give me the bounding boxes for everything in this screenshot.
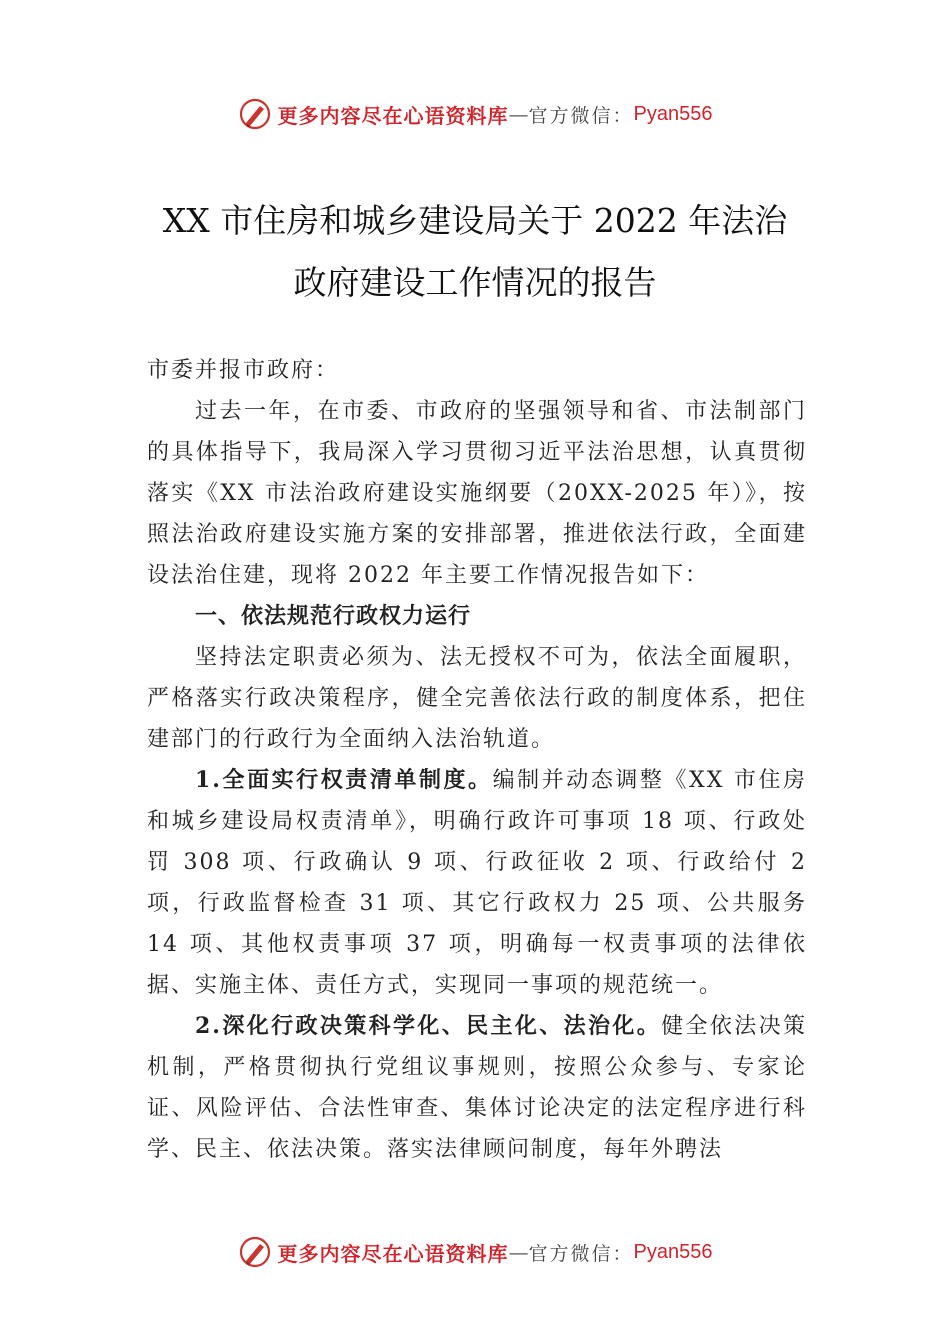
section-1-heading: 一、依法规范行政权力运行 <box>195 604 472 629</box>
banner-main-text: 更多内容尽在心语资料库 <box>277 103 509 128</box>
title-line-2: 政府建设工作情况的报告 <box>293 263 657 302</box>
section-1-paragraph: 坚持法定职责必须为、法无授权不可为，依法全面履职，严格落实行政决策程序，健全完善依法行政的制度体系，把住建部门的行政行为全面纳入法治轨道。 <box>147 645 807 752</box>
item-1-paragraph <box>147 760 807 1006</box>
item-2-paragraph <box>147 1006 807 1170</box>
item-1-heading: 1.全面实行权责清单制度。 <box>195 767 493 793</box>
footer-main-text: 更多内容尽在心语资料库 <box>277 1241 509 1266</box>
banner-dash: — <box>508 102 529 126</box>
pen-logo-icon <box>238 97 272 131</box>
item-2-text: 健全依法决策机制，严格贯彻执行党组议事规则，按照公众参与、专家论证、风险评估、合法性审查、集体讨论决定的法定程序进行科学、民主、依法决策。落实法律顾问制度，每年外聘法 <box>147 1014 807 1162</box>
item-2-heading: 2.深化行政决策科学化、民主化、法治化。 <box>195 1013 662 1039</box>
header-banner <box>0 94 950 134</box>
document-body <box>147 350 807 1170</box>
footer-banner <box>0 1232 950 1272</box>
item-1-text: 编制并动态调整《XX 市住房和城乡建设局权责清单》，明确行政许可事项 18 项、行政处罚 308 项、行政确认 9 项、行政征收 2 项、行政给付 2 项，行政监督检查 31 项、其它行政权力 25 项、公共服务 14 项、其他权责事项 37 项，明确每一权责事项的法律依据、实施主体、责任方式，实现同一事项的规范统一。 <box>147 768 808 998</box>
salutation: 市委并报市政府： <box>147 358 340 383</box>
pen-logo-icon <box>238 1235 272 1269</box>
footer-wechat-label: 官方微信： <box>528 1242 634 1265</box>
title-line-1: XX 市住房和城乡建设局关于 2022 年法治 <box>162 201 788 240</box>
footer-dash: — <box>508 1240 529 1264</box>
banner-wechat-id: Pyan556 <box>633 102 713 125</box>
intro-paragraph: 过去一年，在市委、市政府的坚强领导和省、市法制部门的具体指导下，我局深入学习贯彻习近平法治思想，认真贯彻落实《XX 市法治政府建设实施纲要（20XX-2025 年）》，按照法治政府建设实施方案的安排部署，推进依法行政，全面建设法治住建，现将 2022 年主要工作情况报告如下： <box>147 399 807 588</box>
footer-wechat-id: Pyan556 <box>633 1240 713 1263</box>
document-title <box>120 190 830 314</box>
banner-wechat-label: 官方微信： <box>528 104 634 127</box>
